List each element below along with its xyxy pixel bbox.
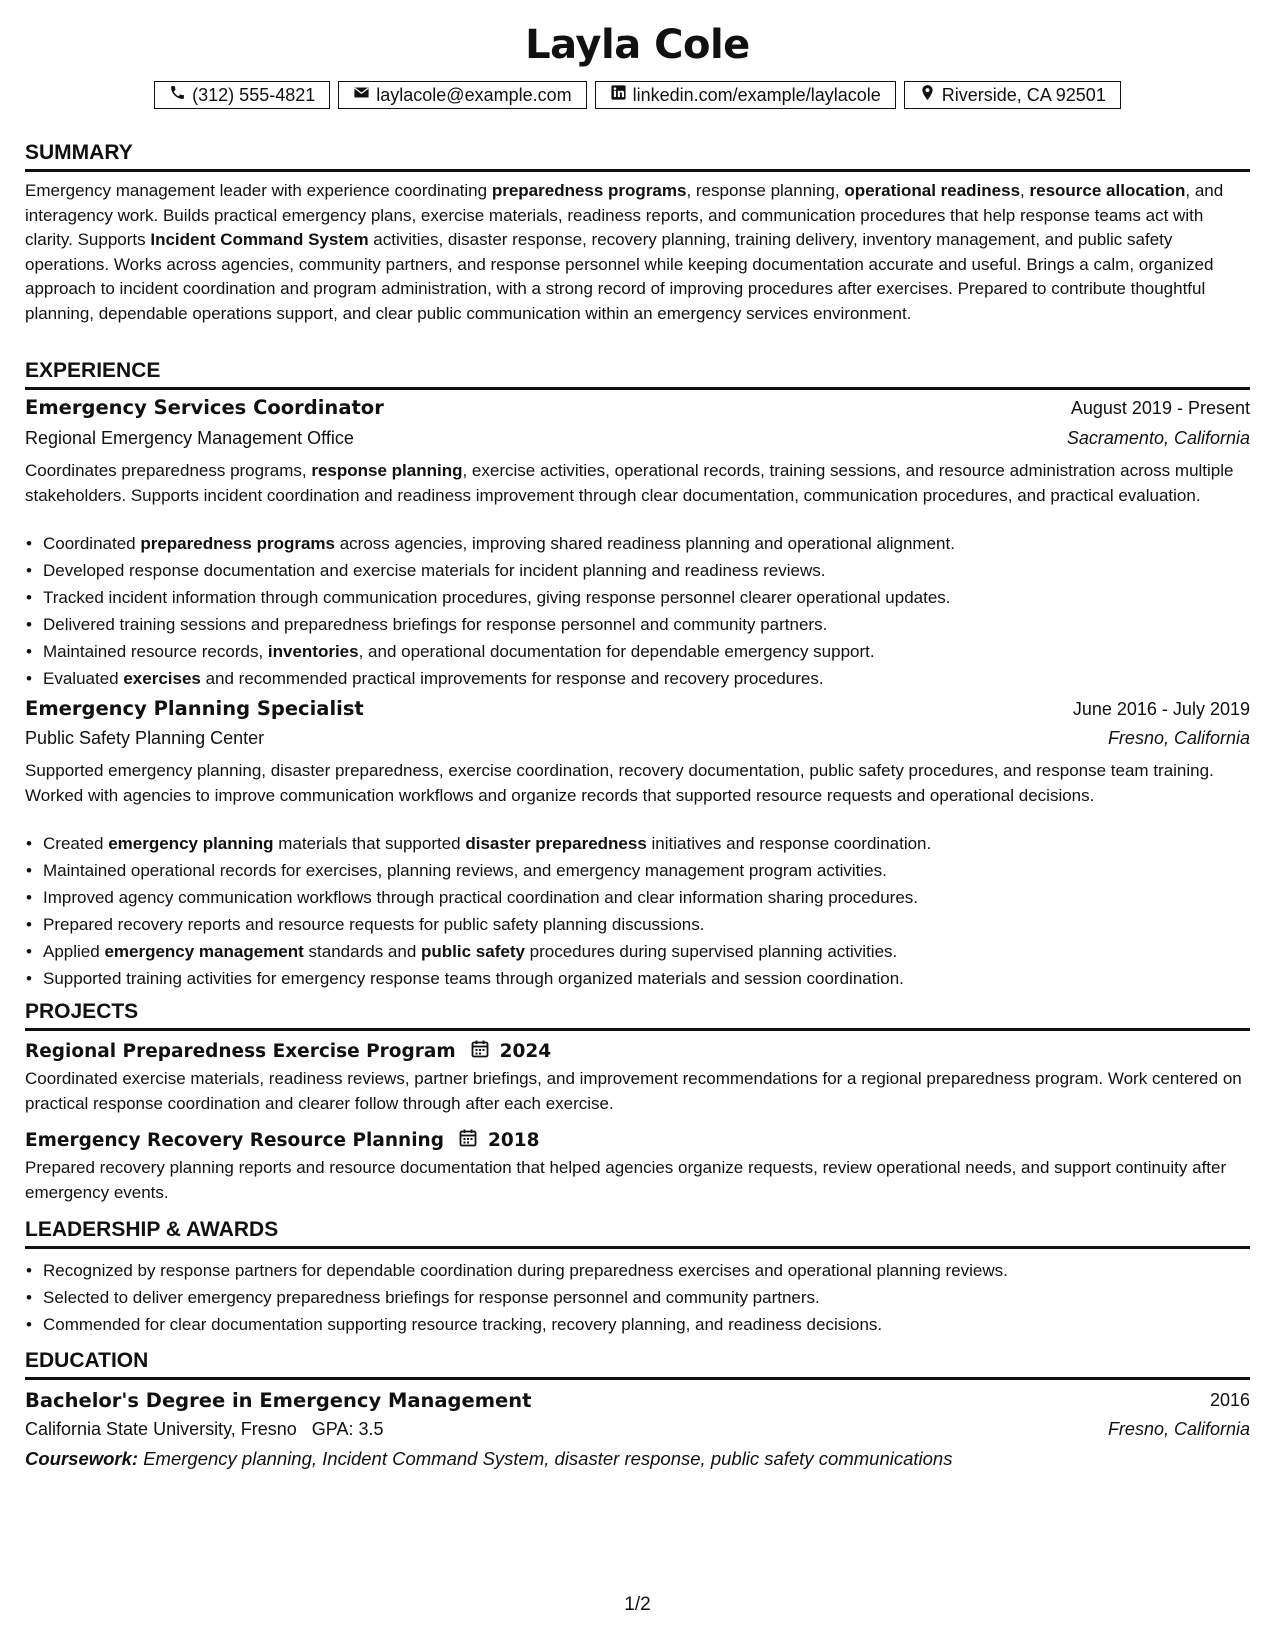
education-school: California State University, Fresno [25, 1419, 297, 1439]
contact-email[interactable] [338, 81, 586, 109]
text-run: , [1020, 181, 1030, 200]
bold-text: resource allocation [1029, 181, 1186, 200]
text-run: standards and [303, 942, 422, 961]
text-run: , response planning, [686, 181, 845, 200]
project-name-2: Emergency Recovery Resource Planning [25, 1130, 444, 1151]
job-location-1: Sacramento, California [1066, 428, 1250, 448]
list-item [43, 665, 1268, 692]
bold-text: exercises [123, 669, 201, 688]
contact-location [904, 81, 1121, 109]
text-run: Developed response documentation and exercise materials for incident planning and readiness reviews. [43, 561, 826, 580]
bold-text: disaster preparedness [465, 834, 647, 853]
text-run: and recommended practical improvements for response and recovery procedures. [200, 669, 824, 688]
text-run: Created [43, 834, 109, 853]
text-run: Emergency management leader with experience coordinating [25, 181, 492, 200]
list-item [43, 611, 1268, 638]
list-item [43, 557, 1268, 584]
contact-phone[interactable] [154, 81, 330, 109]
project-heading-2 [25, 1128, 539, 1153]
text-run: procedures during supervised planning activities. [524, 942, 898, 961]
education-year: 2016 [1209, 1390, 1250, 1410]
text-run: Evaluated [43, 669, 124, 688]
job-org-2: Public Safety Planning Center [25, 728, 265, 748]
bold-text: preparedness programs [140, 534, 335, 553]
email-text: laylacole@example.com [376, 84, 572, 105]
list-item [43, 965, 1268, 992]
text-run: Coordinated [43, 534, 141, 553]
text-run: Improved agency communication workflows through practical coordination and clear information sharing procedures. [43, 888, 919, 907]
text-run: Applied [43, 942, 105, 961]
education-location: Fresno, California [1107, 1419, 1250, 1439]
bold-text: Incident Command System [150, 230, 369, 249]
text-run: , exercise activities, operational records, training sessions, and resource administration across multiple stakeholders. Supports incident coordination and readiness improvement through clear documentation, communication procedures, and practical evaluation. [25, 461, 1234, 505]
list-item [43, 911, 1268, 938]
text-run: materials that supported [273, 834, 466, 853]
job-desc-2 [25, 759, 1250, 808]
job-bullets-1 [25, 530, 1268, 692]
phone-text: (312) 555-4821 [192, 84, 316, 105]
section-title-education: EDUCATION [25, 1349, 1250, 1380]
section-title-projects: PROJECTS [25, 1000, 1250, 1031]
job-dates-2: June 2016 - July 2019 [1072, 699, 1250, 719]
project-name-1: Regional Preparedness Exercise Program [25, 1041, 456, 1062]
job-title-1: Emergency Services Coordinator [25, 396, 384, 419]
section-title-summary: SUMMARY [25, 141, 1250, 172]
job-location-2: Fresno, California [1107, 728, 1250, 748]
text-run: activities, disaster response, recovery planning, training delivery, inventory management, and public safety operations. Works across agencies, community partners, and response personnel while keeping documentation accurate and useful. Brings a calm, organized approach to incident coordination and program administration, with a strong record of improving procedures after exercises. Prepared to contribute thoughtful planning, dependable operations support, and clear public communication within an emergency services environment. [25, 230, 1214, 323]
text-run: Supported training activities for emergency response teams through organized materials and session coordination. [43, 969, 904, 988]
project-desc-1: Coordinated exercise materials, readiness reviews, partner briefings, and improvement recommendations for a regional preparedness program. Work centered on practical response coordination and clearer follow through after each exercise. [25, 1069, 1242, 1113]
coursework-label: Coursework: [25, 1448, 139, 1469]
linkedin-icon [610, 84, 627, 106]
location-text: Riverside, CA 92501 [941, 84, 1106, 105]
job-bullets-2 [25, 830, 1268, 992]
summary-text [25, 179, 1250, 326]
list-item [43, 884, 1268, 911]
bold-text: operational readiness [844, 181, 1021, 200]
bold-text: public safety [421, 942, 525, 961]
envelope-icon [353, 84, 370, 106]
list-item: • Selected to deliver emergency preparedness briefings for response personnel and community partners. [43, 1284, 1268, 1311]
contact-bar [25, 81, 1250, 109]
education-gpa: GPA: 3.5 [311, 1419, 384, 1439]
text-run: , and interagency work. Builds practical emergency plans, exercise materials, readiness reports, and communication procedures that help response teams act with clarity. Supports [25, 181, 1224, 249]
page-number: 1/2 [624, 1594, 651, 1615]
bold-text: response planning [311, 461, 463, 480]
project-desc-2: Prepared recovery planning reports and resource documentation that helped agencies organize requests, review operational needs, and support continuity after emergency events. [25, 1158, 1227, 1202]
education-degree: Bachelor's Degree in Emergency Management [25, 1389, 532, 1412]
job-desc-1 [25, 459, 1250, 508]
bold-text: emergency management [104, 942, 304, 961]
job-title-2: Emergency Planning Specialist [25, 697, 364, 720]
section-title-leadership: LEADERSHIP & AWARDS [25, 1218, 1250, 1249]
list-item [43, 584, 1268, 611]
linkedin-text: linkedin.com/example/laylacole [632, 84, 881, 105]
list-item [43, 530, 1268, 557]
contact-linkedin[interactable] [595, 81, 896, 109]
job-org-1: Regional Emergency Management Office [25, 428, 354, 448]
text-run: initiatives and response coordination. [646, 834, 932, 853]
list-item [43, 638, 1268, 665]
calendar-icon [454, 1128, 478, 1153]
candidate-name: Layla Cole [525, 22, 750, 68]
text-run: Prepared recovery reports and resource requests for public safety planning discussions. [43, 915, 705, 934]
coursework-text: Emergency planning, Incident Command System, disaster response, public safety communications [143, 1448, 953, 1469]
job-dates-1: August 2019 - Present [1070, 398, 1250, 418]
project-year-2: 2018 [487, 1130, 540, 1151]
education-coursework [25, 1448, 952, 1470]
list-item: • Recognized by response partners for dependable coordination during preparedness exercises and operational planning reviews. [43, 1257, 1268, 1284]
map-marker-icon [919, 84, 936, 106]
bold-text: preparedness programs [491, 181, 687, 200]
text-run: Supported emergency planning, disaster preparedness, exercise coordination, recovery documentation, public safety procedures, and response team training. Worked with agencies to improve communication workflows and organize records that supported resource requests and operational decisions. [25, 761, 1214, 805]
section-title-experience: EXPERIENCE [25, 359, 1250, 390]
project-heading-1 [25, 1039, 551, 1064]
list-item [43, 938, 1268, 965]
text-run: Delivered training sessions and preparedness briefings for response personnel and community partners. [43, 615, 828, 634]
calendar-icon [466, 1039, 490, 1064]
list-item [43, 830, 1268, 857]
text-run: Tracked incident information through communication procedures, giving response personnel clearer operational updates. [43, 588, 951, 607]
text-run: , and operational documentation for dependable emergency support. [358, 642, 875, 661]
resume-page [25, 0, 1250, 1650]
list-item [43, 857, 1268, 884]
leadership-bullets [25, 1257, 1268, 1338]
education-school-line [25, 1419, 384, 1440]
list-item: • Commended for clear documentation supporting resource tracking, recovery planning, and readiness decisions. [43, 1311, 1268, 1338]
bold-text: emergency planning [108, 834, 274, 853]
project-year-1: 2024 [499, 1041, 552, 1062]
phone-icon [169, 84, 186, 106]
text-run: Coordinates preparedness programs, [25, 461, 312, 480]
text-run: across agencies, improving shared readiness planning and operational alignment. [334, 534, 955, 553]
text-run: Maintained resource records, [43, 642, 268, 661]
bold-text: inventories [267, 642, 359, 661]
text-run: Maintained operational records for exercises, planning reviews, and emergency management program activities. [43, 861, 887, 880]
